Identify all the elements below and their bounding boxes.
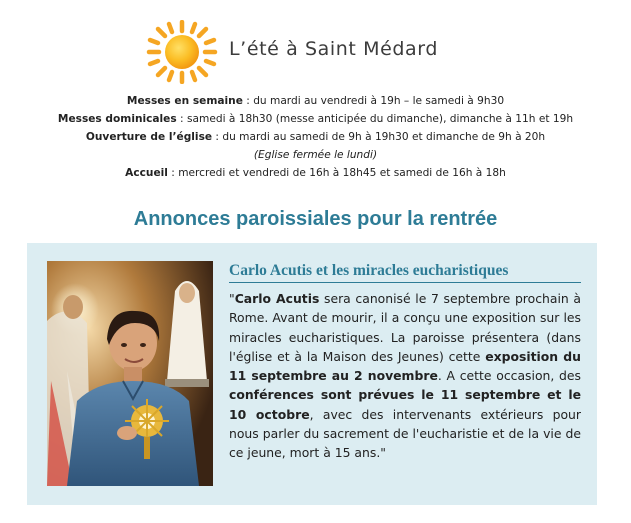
schedule-label: Messes dominicales	[57, 113, 177, 125]
schedule-label: Messes en semaine	[126, 95, 243, 107]
card-title-underline	[229, 282, 581, 283]
body-text: . A cette occasion, des	[437, 368, 581, 384]
header	[0, 0, 631, 90]
schedule-text: du mardi au samedi de 9h à 19h30 et dimanche de 9h à 20h	[222, 131, 546, 143]
schedule-row: Messes en semaine : du mardi au vendredi à 19h – le samedi à 9h30	[126, 95, 505, 107]
schedule-row: Ouverture de l’église : du mardi au samedi de 9h à 19h30 et dimanche de 9h à 20h	[85, 131, 546, 143]
schedule-text: du mardi au vendredi à 19h – le samedi à 9h30	[253, 95, 505, 107]
schedule-label: Ouverture de l’église	[85, 131, 213, 143]
schedule-label: Accueil	[125, 167, 168, 179]
body-emphasis: Carlo Acutis	[234, 291, 320, 306]
schedule-row: Messes dominicales : samedi à 18h30 (messe anticipée du dimanche), dimanche à 11h et 19h	[57, 113, 574, 125]
body-text: sera canonisé le 7 septembre prochain à Rome. Avant de mourir, il a conçu une exposition sur les miracles eucharistiques. La paroisse présentera (dans l'église et à la Maison des Jeunes) cette	[229, 291, 581, 364]
card-title: Carlo Acutis et les miracles eucharistiques	[229, 262, 509, 279]
body-text: "	[229, 291, 235, 306]
schedule-text: samedi à 18h30 (messe anticipée du dimanche), dimanche à 11h et 19h	[187, 113, 574, 125]
sun-icon	[146, 20, 218, 84]
body-emphasis: conférences sont prévues le 11 septembre et le 10 octobre	[229, 387, 581, 422]
carlo-acutis-photo	[47, 261, 213, 486]
schedule-row: Accueil : mercredi et vendredi de 16h à 18h45 et samedi de 16h à 18h	[125, 167, 506, 179]
body-emphasis: exposition du 11 septembre au 2 novembre	[229, 348, 581, 384]
body-text: , avec des intervenants extérieurs pour nous parler du sacrement de l'eucharistie et de la vie de ce jeune, mort à 15 ans."	[229, 406, 581, 461]
schedule-note: (Eglise fermée le lundi)	[253, 149, 378, 161]
card-body	[229, 289, 581, 463]
schedule-block	[0, 92, 631, 182]
section-title: Annonces paroissiales pour la rentrée	[133, 208, 498, 230]
schedule-text: mercredi et vendredi de 16h à 18h45 et samedi de 16h à 18h	[178, 167, 506, 179]
page-title: L’été à Saint Médard	[229, 38, 439, 60]
